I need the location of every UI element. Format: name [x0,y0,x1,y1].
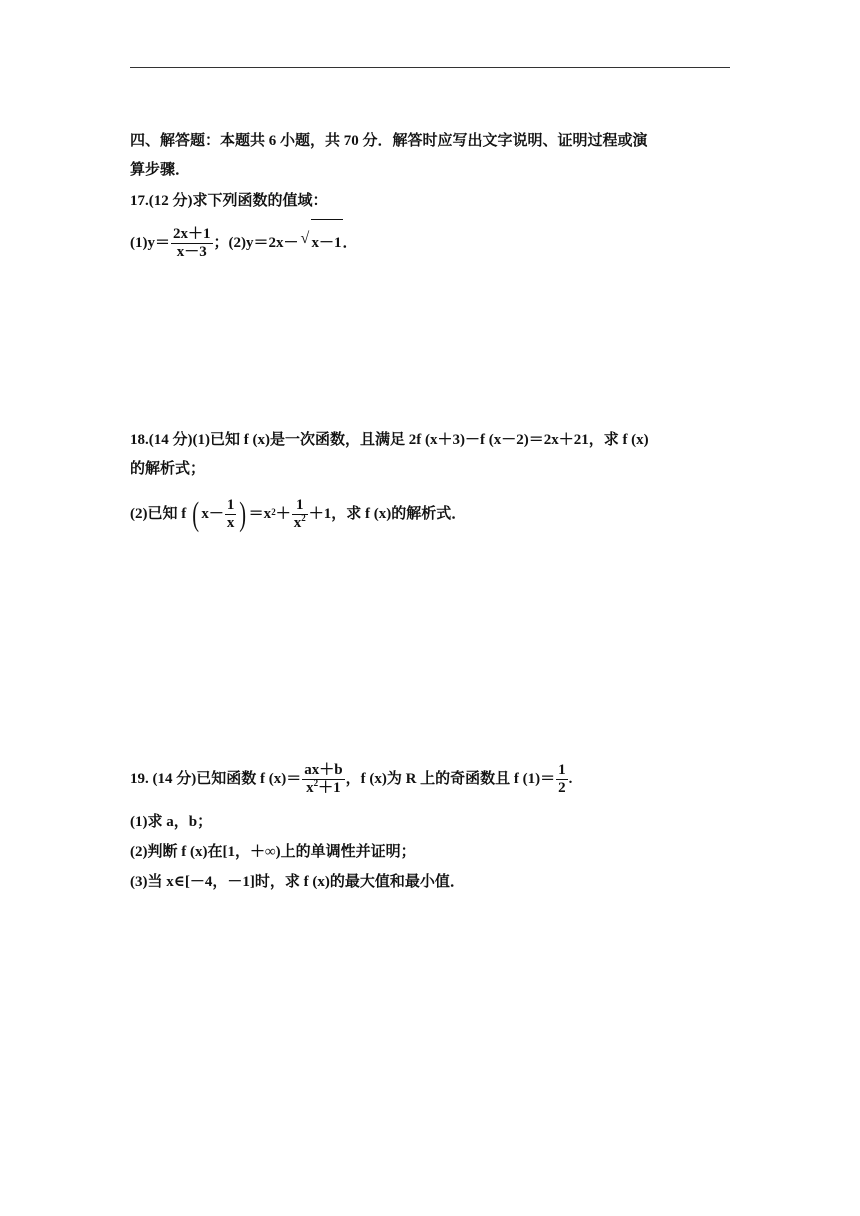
q18-mid: ＝x [248,506,272,522]
right-paren-icon: ) [239,495,247,533]
q18-frac-den-sq: 2 [301,513,306,524]
q19-half-den: 2 [558,780,566,797]
q19-f-den-x: x [306,780,314,797]
q17-frac-denominator: x－3 [176,244,207,261]
q17-end: ． [342,235,358,251]
q19-f-num: ax＋b [302,762,344,780]
q18-inner-num: 1 [225,497,237,515]
q17-separator: ；(2)y＝2x－ [213,235,299,251]
q19-f-den-tail: ＋1 [318,780,341,797]
q18-line2: 的解析式； [130,461,206,477]
q18-inner-fraction [225,497,237,533]
q19-header [130,755,572,803]
q19-header-b: ，f (x)为 R 上的奇函数且 f (1)＝ [345,771,556,787]
q18-fraction [292,497,308,533]
q18-inner-den: x [226,515,235,532]
q17-frac-numerator: 2x＋1 [171,226,213,244]
q17-sqrt [301,219,343,266]
q18-part2 [130,486,466,542]
q19-half-num: 1 [556,762,568,780]
section-intro: 本题共 6 小题，共 70 分．解答时应写出文字说明、证明过程或演 [220,133,648,149]
q18-plus: ＋ [275,506,291,522]
q17-fraction [171,226,213,262]
q18-line1: 18.(14 分)(1)已知 f (x)是一次函数，且满足 2f (x＋3)－f (x－2)＝2x＋21，求 f (x) [130,432,649,448]
q19-header-a: 19. (14 分)已知函数 f (x)＝ [130,771,302,787]
q19-part2: (2)判断 f (x)在[1，＋∞)上的单调性并证明； [130,844,416,860]
q19-part3: (3)当 x∈[－4，－1]时，求 f (x)的最大值和最小值． [130,874,465,890]
section-intro-cont: 算步骤． [130,162,191,178]
q18-tail: ＋1，求 f (x)的解析式． [308,506,467,522]
q17-parts [130,219,358,266]
q17-p1-label: (1)y＝ [130,235,170,251]
q18-sq: 2 [271,507,276,517]
q19-function-fraction [302,762,344,798]
q19-half-fraction [556,762,568,798]
q17-radicand: x－1 [311,219,343,266]
q18-p2-label: (2)已知 f [130,506,187,522]
q19-header-end: . [568,771,573,787]
radical-icon: √ [300,230,310,247]
header-rule [130,67,730,68]
q18-frac-den-x: x [293,515,302,532]
q19-f-den [302,780,344,797]
q18-frac-den [292,515,308,532]
q18-frac-num: 1 [292,497,308,515]
q19-part1: (1)求 a，b； [130,814,213,830]
section-heading-label: 四、解答题： [130,133,221,149]
left-paren-icon: ( [192,495,200,533]
q17-header: 17.(12 分)求下列函数的值域： [130,193,328,209]
q18-inner-a: x－ [201,506,224,522]
q19-f-den-sq: 2 [313,778,319,789]
section-heading [130,131,648,151]
